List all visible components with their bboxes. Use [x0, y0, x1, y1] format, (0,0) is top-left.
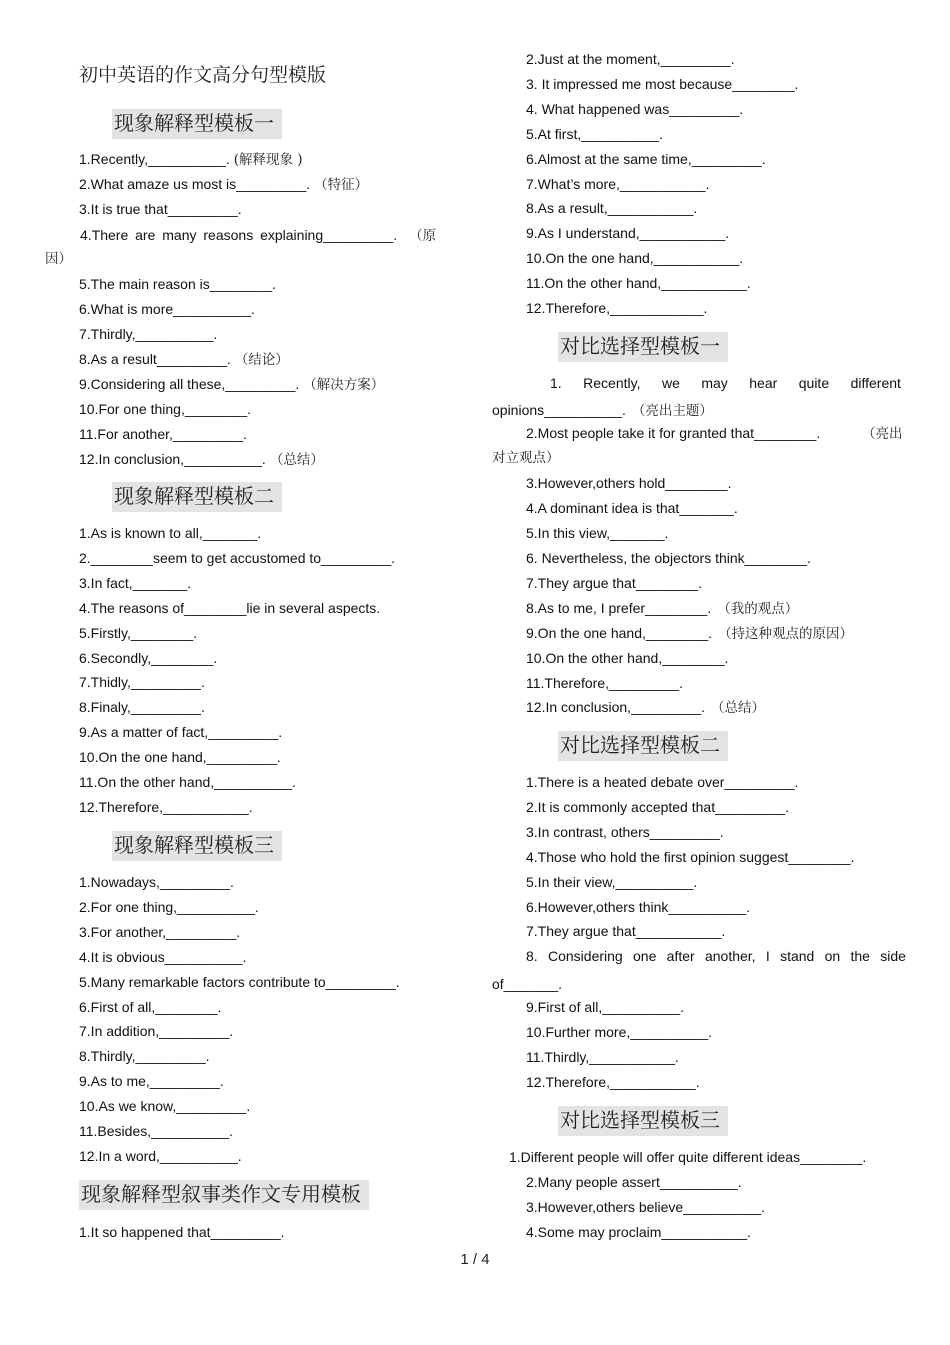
sentence-text: 5.In their view,__________. [526, 873, 698, 890]
sentence-text: 5.In this view,_______. [526, 525, 669, 541]
sentence-text: 9.Considering all these,_________. [79, 376, 300, 392]
sentence-text: 3. It impressed me most because________. [526, 75, 799, 92]
section-heading: 现象解释型模板一 [112, 109, 282, 139]
template-sentence [79, 1223, 285, 1241]
sentence-text: 3.In fact,_______. [79, 574, 192, 591]
sentence-text: 12.In a word,__________. [79, 1147, 242, 1164]
template-sentence [79, 175, 368, 194]
sentence-text: 2.Many people assert__________. [526, 1174, 742, 1190]
sentence-text: 4.The reasons of________lie in several aspects. [79, 599, 381, 616]
sentence-text: 3.For another,_________. [79, 923, 241, 940]
template-sentence [79, 798, 253, 816]
sentence-text: 5.Firstly,________. [79, 624, 198, 641]
sentence-text: 1.Recently,__________. [79, 151, 230, 167]
template-sentence [79, 1047, 210, 1065]
sentence-text: 11.For another,_________. [79, 426, 247, 442]
template-sentence [526, 898, 750, 916]
sentence-text: 3.However,others believe__________. [526, 1198, 765, 1215]
sentence-text: 8.Thirdly,_________. [79, 1048, 210, 1065]
sentence-text: 1.There is a heated debate over_________. [526, 774, 799, 790]
sentence-text: 2.It is commonly accepted that_________. [526, 798, 790, 815]
template-sentence [526, 599, 798, 618]
sentence-text: 7.They argue that___________. [526, 923, 726, 940]
template-sentence [526, 199, 697, 217]
template-sentence [79, 698, 205, 716]
section-heading: 现象解释型模板三 [112, 831, 282, 861]
template-sentence [526, 998, 684, 1016]
sentence-text: 11.On the other hand,___________. [526, 275, 751, 292]
sentence-text: 2.Most people take it for granted that________. [526, 425, 821, 441]
template-sentence [79, 748, 281, 766]
template-sentence [526, 524, 668, 542]
template-sentence [79, 425, 247, 443]
template-sentence [79, 350, 289, 369]
sentence-word: may [701, 375, 728, 391]
template-sentence [526, 1198, 765, 1216]
sentence-text: 1.Different people will offer quite different ideas________. [509, 1149, 867, 1165]
template-sentence [79, 599, 380, 617]
sentence-text: 9.On the one hand,________. [526, 625, 713, 641]
section-heading: 对比选择型模板三 [558, 1106, 728, 1136]
template-sentence [80, 226, 436, 245]
template-sentence [79, 300, 255, 318]
sentence-text: opinions__________. [492, 402, 626, 418]
template-sentence [526, 1223, 751, 1241]
template-sentence [79, 150, 303, 169]
template-sentence [526, 922, 725, 940]
sentence-word: different [850, 375, 901, 391]
sentence-word: I [765, 948, 770, 964]
sentence-text: 8.As a result_________. [79, 351, 231, 367]
sentence-word: Considering [547, 948, 623, 964]
sentence-text: 10.Further more,__________. [526, 1023, 713, 1040]
template-sentence [526, 75, 798, 93]
document-title: 初中英语的作文高分句型模版 [79, 64, 327, 86]
sentence-text: 3.However,others hold________. [526, 475, 732, 491]
template-sentence [79, 998, 221, 1016]
template-sentence [79, 450, 324, 469]
sentence-text: 2.________seem to get accustomed to_________. [79, 549, 396, 566]
template-sentence-justified [526, 947, 906, 965]
sentence-text: 9.As I understand,___________. [526, 225, 730, 242]
sentence-text: 9.As a matter of fact,_________. [79, 724, 283, 741]
sentence-word: one [633, 948, 657, 964]
template-sentence-justified [550, 374, 901, 392]
template-sentence [79, 673, 205, 691]
sentence-text: 6.Almost at the same time,_________. [526, 150, 766, 167]
template-sentence [79, 375, 384, 394]
sentence-text: 11.Besides,__________. [79, 1123, 233, 1139]
template-sentence [492, 448, 560, 467]
template-sentence [509, 1148, 866, 1166]
sentence-note: （亮出主题） [631, 403, 713, 419]
template-sentence [526, 274, 751, 292]
sentence-note: （总结） [711, 700, 766, 716]
sentence-text: 11.Therefore,_________. [526, 675, 683, 691]
sentence-text: 10.For one thing,________. [79, 401, 252, 417]
sentence-text: 2.Just at the moment,_________. [526, 51, 735, 67]
sentence-text: 7.Thirdly,__________. [79, 326, 218, 342]
sentence-word: stand [780, 948, 815, 964]
sentence-note: 因） [45, 251, 72, 267]
template-sentence [79, 200, 242, 218]
sentence-text: 7.Thidly,_________. [79, 674, 205, 691]
sentence-word: side [880, 948, 906, 964]
template-sentence [79, 400, 251, 418]
sentence-note: （原 [409, 228, 437, 244]
template-sentence [79, 624, 197, 642]
sentence-text: 4.Those who hold the first opinion suggest________. [526, 848, 855, 865]
sentence-text: 1.Nowadays,_________. [79, 874, 234, 890]
sentence-text: 12.Therefore,____________. [526, 300, 708, 316]
template-sentence [526, 848, 854, 866]
template-sentence [79, 1022, 233, 1040]
sentence-text: 3.It is true that_________. [79, 201, 242, 217]
sentence-text: 10.On the other hand,________. [526, 650, 729, 666]
sentence-text: 8.As to me, I prefer________. [526, 600, 712, 616]
template-sentence [79, 649, 217, 667]
template-sentence [526, 823, 724, 841]
template-sentence [526, 1073, 700, 1091]
sentence-word: Recently, [583, 375, 641, 391]
template-sentence [79, 1097, 250, 1115]
sentence-word: 1. [550, 375, 562, 391]
template-sentence [79, 524, 261, 542]
sentence-text: 3.In contrast, others_________. [526, 823, 724, 840]
template-sentence [79, 773, 296, 791]
template-sentence [79, 898, 259, 916]
sentence-text: 6. Nevertheless, the objectors think________. [526, 550, 811, 566]
sentence-text: 7.In addition,_________. [79, 1023, 234, 1040]
template-sentence [492, 975, 562, 993]
template-sentence [526, 100, 743, 118]
template-sentence [526, 798, 789, 816]
template-sentence [526, 249, 743, 267]
sentence-text: 6.First of all,________. [79, 998, 222, 1015]
sentence-note: （总结） [269, 452, 324, 468]
template-sentence [526, 1048, 679, 1066]
sentence-text: 7.They argue that________. [526, 575, 702, 591]
template-sentence [526, 50, 735, 68]
sentence-word: we [661, 375, 680, 391]
template-sentence [526, 125, 663, 143]
sentence-text: 4. What happened was_________. [526, 100, 744, 117]
sentence-note: （结论） [234, 352, 289, 368]
sentence-note: （亮出 [862, 426, 903, 442]
template-sentence [79, 923, 240, 941]
template-sentence [526, 549, 811, 567]
sentence-text: 11.Thirdly,___________. [526, 1048, 679, 1065]
section-heading: 对比选择型模板一 [558, 332, 728, 362]
sentence-note: （特征） [314, 177, 369, 193]
sentence-text: 4.Some may proclaim___________. [526, 1223, 751, 1240]
template-sentence [526, 1173, 742, 1191]
template-sentence [526, 474, 731, 492]
sentence-text: 10.On the one hand,_________. [79, 749, 281, 766]
sentence-text: of_______. [492, 976, 563, 992]
sentence-word: hear [749, 375, 778, 391]
sentence-word: after [666, 948, 695, 964]
template-sentence [79, 973, 400, 991]
template-sentence [526, 299, 707, 317]
template-sentence [79, 275, 276, 293]
sentence-text: 6.However,others think__________. [526, 898, 751, 915]
sentence-text: 4.A dominant idea is that_______. [526, 500, 738, 516]
sentence-text: 2.What amaze us most is_________. [79, 176, 311, 192]
template-sentence [526, 773, 798, 791]
template-sentence [79, 873, 234, 891]
template-sentence [526, 150, 766, 168]
sentence-text: 6.Secondly,________. [79, 649, 218, 666]
template-sentence [526, 649, 728, 667]
sentence-note: （解决方案） [303, 377, 385, 393]
sentence-text: 9.As to me,_________. [79, 1073, 224, 1090]
sentence-text: 8.Finaly,_________. [79, 699, 205, 716]
sentence-note: 对立观点） [492, 450, 560, 466]
template-sentence [79, 948, 246, 966]
template-sentence [526, 674, 683, 692]
template-sentence [79, 1122, 233, 1140]
sentence-text: 11.On the other hand,__________. [79, 774, 296, 790]
sentence-text: 1.As is known to all,_______. [79, 525, 262, 541]
template-sentence [45, 249, 72, 268]
sentence-text: 10.On the one hand,___________. [526, 250, 744, 267]
section-heading: 对比选择型模板二 [558, 731, 728, 761]
template-sentence [526, 698, 765, 717]
sentence-text: 12.In conclusion,_________. [526, 699, 706, 715]
template-sentence [526, 424, 820, 442]
template-sentence [79, 574, 191, 592]
template-sentence [526, 574, 702, 592]
sentence-note: (解释现象 ) [233, 152, 303, 168]
sentence-text: 5.The main reason is________. [79, 276, 276, 292]
sentence-note-wrap [862, 424, 903, 443]
sentence-text: 5.At first,__________. [526, 125, 663, 142]
sentence-text: 5.Many remarkable factors contribute to_________. [79, 973, 400, 990]
sentence-text: 12.In conclusion,__________. [79, 451, 266, 467]
template-sentence [526, 499, 738, 517]
sentence-word: 8. [526, 948, 538, 964]
section-heading: 现象解释型叙事类作文专用模板 [79, 1180, 369, 1210]
sentence-word: quite [798, 375, 830, 391]
template-sentence [79, 1147, 242, 1165]
sentence-text: 10.As we know,_________. [79, 1098, 251, 1115]
sentence-text: 12.Therefore,___________. [79, 798, 253, 815]
sentence-word: the [850, 948, 870, 964]
template-sentence [526, 175, 709, 193]
template-sentence [526, 624, 853, 643]
sentence-note: （我的观点） [717, 601, 799, 617]
sentence-text: 9.First of all,__________. [526, 999, 684, 1015]
page-number: 1 / 4 [460, 1251, 490, 1268]
template-sentence [492, 401, 713, 420]
template-sentence [526, 873, 697, 891]
template-sentence [79, 1072, 224, 1090]
sentence-text: 4.There are many reasons explaining_________. [80, 227, 398, 243]
sentence-word: on [824, 948, 841, 964]
sentence-text: 1.It so happened that_________. [79, 1224, 285, 1240]
template-sentence [79, 325, 217, 343]
sentence-text: 12.Therefore,___________. [526, 1073, 700, 1090]
sentence-text: 7.What’s more,___________. [526, 175, 710, 192]
sentence-text: 8.As a result,___________. [526, 200, 698, 217]
template-sentence [526, 1023, 712, 1041]
sentence-text: 4.It is obvious__________. [79, 948, 247, 965]
sentence-text: 2.For one thing,__________. [79, 898, 259, 915]
sentence-word: another, [704, 948, 756, 964]
section-heading: 现象解释型模板二 [112, 482, 282, 512]
template-sentence [79, 723, 282, 741]
template-sentence [526, 224, 729, 242]
template-sentence [79, 549, 395, 567]
sentence-note: （持这种观点的原因） [718, 626, 854, 642]
sentence-text: 6.What is more__________. [79, 301, 255, 317]
